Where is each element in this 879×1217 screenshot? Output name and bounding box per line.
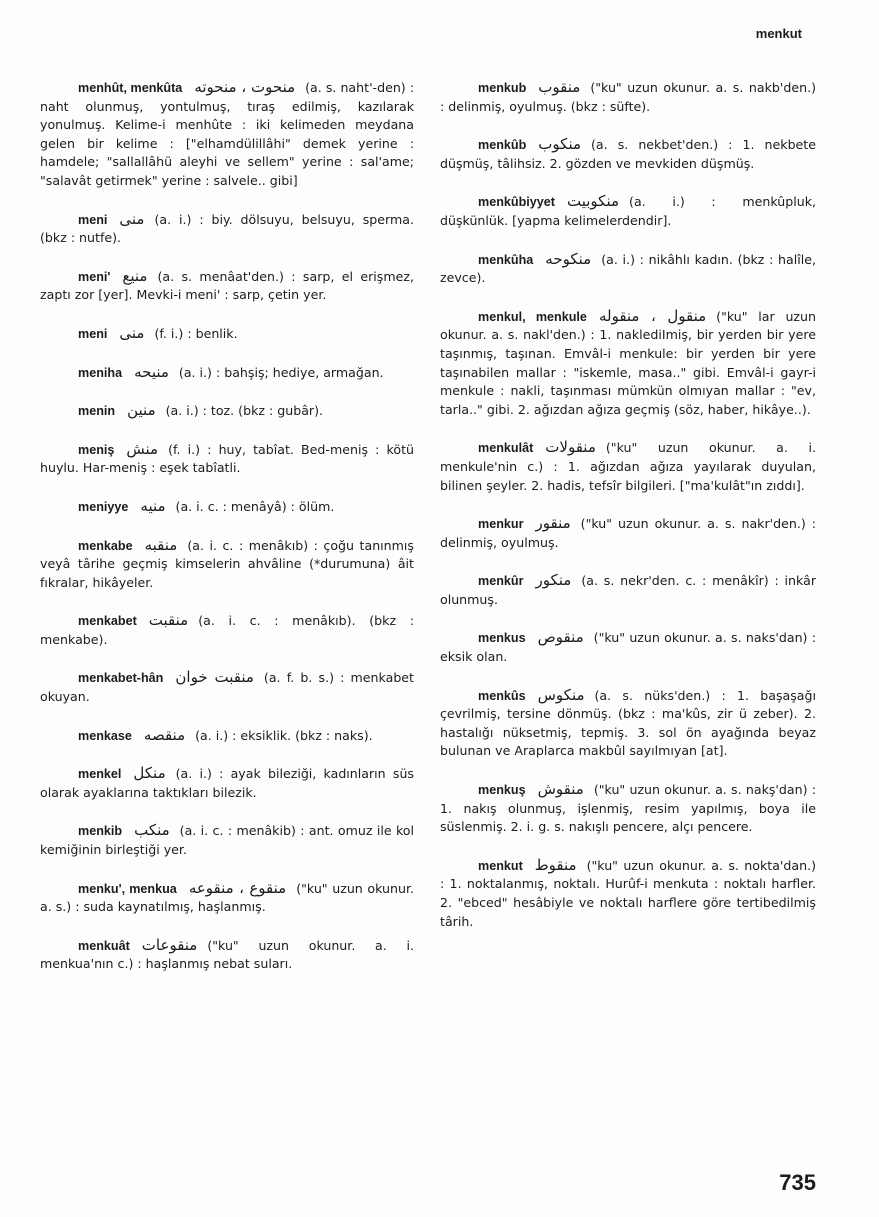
entry-arabic-script: منيع <box>122 266 148 285</box>
entry-arabic-script: منكب <box>134 821 170 840</box>
entry-definition: (a. i.) : bahşiş; hediye, armağan. <box>178 364 384 380</box>
entry-headword: menhût, menkûta <box>78 81 183 95</box>
entry-arabic-script: منكوس <box>537 685 585 704</box>
entry-definition: (a. f. b. s.) : menkabet okuyan. <box>40 670 414 705</box>
entry-headword: menkabet-hân <box>78 671 164 686</box>
entry-headword: menkabe <box>78 538 133 553</box>
entry-definition: (f. i.) : benlik. <box>154 325 238 341</box>
dictionary-entry <box>440 686 816 761</box>
running-head: menkut <box>755 26 802 41</box>
entry-headword: menkib <box>78 824 123 839</box>
dictionary-entry <box>40 726 414 746</box>
entry-definition: (a. i. c. : menâyâ) : ölüm. <box>175 498 335 514</box>
entry-headword: meniha <box>78 365 123 380</box>
entry-definition: (a. i.) : toz. (bkz : gubâr). <box>165 403 324 419</box>
entry-definition: (a. i. c. : menâkıb). (bkz : menkabe). <box>40 613 414 647</box>
entry-definition: (a. s. menâat'den.) : sarp, el erişmez, zaptı zor [yer]. Mevki-i meni' : sarp, çetin yer. <box>40 268 414 303</box>
dictionary-entry <box>440 250 816 288</box>
entry-headword: menku', menkua <box>78 881 177 896</box>
entry-definition: ("ku" uzun okunur. a. s. nakş'dan) : 1. nakış olunmuş, işlenmiş, resim yapılmış, boya ile süslenmiş. 2. i. g. s. nakışlı pencere, alçı pencere. <box>440 782 816 835</box>
entry-arabic-script: منقور <box>535 514 571 533</box>
entry-arabic-script: منقصه <box>143 725 186 744</box>
entry-headword: menkûs <box>478 688 526 703</box>
entry-definition: (a. s. nekbet'den.) : 1. nekbete düşmüş, tâlihsiz. 2. gözden ve mevkiden düşmüş. <box>440 137 816 171</box>
entry-arabic-script: منقبه <box>144 535 178 554</box>
entry-arabic-script: منقبت <box>148 611 189 630</box>
entry-headword: menkase <box>78 728 132 743</box>
entry-headword: menkabet <box>78 614 137 629</box>
entry-arabic-script: منين <box>127 401 156 420</box>
dictionary-entry <box>440 514 816 552</box>
entry-definition: (a. s. naht'-den) : naht olunmuş, yontulmuş, tıraş edilmiş, kazılarak yonulmuş. Kelime-i menhûte : iki kelimeden meydana gelen bir kelime : ["elhamdülillâhi" demek yerine : hamdele; "sallallâhü aleyhi ve sellem" yerine : sal'ame; "salavât getirmek" yerine : salvele.. gibi] <box>40 80 415 188</box>
dictionary-entry <box>40 363 414 383</box>
entry-headword: menkuât <box>78 938 130 953</box>
dictionary-entry <box>40 440 414 478</box>
entry-arabic-script: منكور <box>535 571 572 590</box>
dictionary-entry <box>440 135 816 173</box>
entry-definition: (a. i.) : nikâhlı kadın. (bkz : halîle, zevce). <box>440 251 816 286</box>
entry-arabic-script: منيحه <box>134 362 169 381</box>
entry-headword: meni <box>78 212 108 227</box>
entry-definition: (a. i.) : biy. dölsuyu, belsuyu, sperma. (bkz : nutfe). <box>40 211 414 246</box>
entry-definition: (a. i.) : ayak bileziği, kadınların süs olarak ayaklarına taktıkları bilezik. <box>40 766 414 800</box>
entry-headword: menin <box>78 404 116 419</box>
entry-definition: ("ku" lar uzun okunur. a. s. nakl'den.) : 1. naklediImiş, bir yerden bir yere taşınmış, taşınan. Emvâl-i menkule: bir yerden bir yere taşınabilen mallar : "iskemle, masa.." gibi. Emvâl-i gayr-i menkule : nakli, taşınması mümkün olmıyan mallar : "ev, tarla.." gibi. 2. ağızdan ağıza geçmiş (söz, haber, hikâye..). <box>440 308 817 417</box>
dictionary-entry <box>40 821 414 859</box>
dictionary-entry <box>440 192 816 230</box>
entry-arabic-script: منقوعات <box>141 935 198 954</box>
entry-arabic-script: منحوت ، منحوته <box>194 78 296 96</box>
entry-definition: ("ku" uzun okunur. a. i. menkule'nin c.) : 1. ağızdan ağıza yayılarak duyulan, bilinen şeyler. 2. hadis, tefsîr bilgileri. ["ma'kulât"ın zıddı]. <box>440 440 816 493</box>
entry-arabic-script: منكوب <box>538 135 582 154</box>
left-column <box>40 78 414 993</box>
entry-arabic-script: منكوحه <box>545 249 592 268</box>
dictionary-entry <box>440 780 816 837</box>
entry-arabic-script: منيه <box>140 496 166 515</box>
dictionary-entry <box>440 78 816 116</box>
dictionary-entry <box>40 879 414 917</box>
entry-arabic-script: منقولات <box>545 438 596 457</box>
entry-headword: menkub <box>478 81 527 95</box>
entry-headword: menkus <box>478 631 526 646</box>
entry-arabic-script: منقوص <box>537 628 584 647</box>
entry-definition: (a. s. nekr'den. c. : menâkîr) : inkâr olunmuş. <box>440 573 816 607</box>
entry-definition: (f. i.) : huy, tabîat. Bed-meniş : kötü huylu. Har-meniş : eşek tabîatli. <box>40 441 414 476</box>
dictionary-entry <box>440 438 816 495</box>
dictionary-entry <box>40 267 414 305</box>
entry-arabic-script: منقبت خوان <box>175 668 254 687</box>
dictionary-entry <box>440 856 816 931</box>
dictionary-entry <box>440 307 816 420</box>
entry-arabic-script: منقوع ، منقوعه <box>188 878 287 897</box>
dictionary-entry <box>40 401 414 421</box>
entry-headword: menkûb <box>478 138 527 153</box>
dictionary-entry <box>40 668 414 706</box>
entry-headword: menkûr <box>478 574 524 589</box>
entry-headword: menkûha <box>478 252 534 267</box>
dictionary-entry <box>40 611 414 649</box>
entry-headword: meniş <box>78 442 115 457</box>
dictionary-entry <box>40 497 414 517</box>
entry-definition: ("ku" uzun okunur. a. s. nakr'den.) : delinmiş, oyulmuş. <box>440 516 816 550</box>
entry-headword: menkel <box>78 767 122 782</box>
entry-arabic-script: منقول ، منقوله <box>598 306 707 325</box>
entry-arabic-script: منكوبيت <box>567 192 620 211</box>
entry-arabic-script: منكل <box>133 764 166 783</box>
entry-definition: (a. i.) : eksiklik. (bkz : naks). <box>195 727 373 743</box>
dictionary-entry <box>440 571 816 609</box>
entry-definition: ("ku" uzun okunur. a. i. menkua'nın c.) : haşlanmış nebat suları. <box>40 937 414 972</box>
dictionary-entry <box>40 78 414 191</box>
entry-headword: meni <box>78 326 108 341</box>
entry-arabic-script: منقوط <box>534 855 577 874</box>
entry-headword: menkul, menkule <box>478 309 587 324</box>
entry-headword: menkur <box>478 517 524 532</box>
entry-arabic-script: منش <box>126 439 159 458</box>
entry-definition: ("ku" uzun okunur. a. s. nokta'dan.) : 1. noktalanmış, noktalı. Hurûf-i menkuta : noktalı harfler. 2. "ebced" hesâbiyle ve noktalı harflere göre tertibedilmiş târih. <box>440 857 816 929</box>
entry-definition: ("ku" uzun okunur. a. s.) : suda kaynatılmış, haşlanmış. <box>40 880 414 915</box>
entry-arabic-script: منقوب <box>538 78 581 96</box>
entry-arabic-script: منى <box>119 209 145 228</box>
dictionary-entry <box>440 628 816 666</box>
entry-headword: menkut <box>478 858 523 873</box>
entry-headword: meniyye <box>78 499 129 514</box>
entry-definition: (a. i. c. : menâkib) : ant. omuz ile kol kemiğinin birleştiği yer. <box>40 823 414 858</box>
entry-arabic-script: منقوش <box>537 780 584 799</box>
entry-definition: (a. i.) : menkûpluk, düşkünlük. [yapma kelimelerdendir]. <box>440 194 816 228</box>
entry-definition: ("ku" uzun okunur. a. s. naks'dan) : eksik olan. <box>440 630 816 665</box>
entry-definition: (a. i. c. : menâkıb) : çoğu tanınmış veyâ târihe geçmiş kimselerin ahvâline (*durumuna) âit fıkralar, hikâyeler. <box>40 537 414 590</box>
entry-headword: menkuş <box>478 783 526 798</box>
page-number: 735 <box>779 1170 816 1195</box>
entry-arabic-script: منى <box>119 323 145 342</box>
dictionary-entry <box>40 536 414 593</box>
dictionary-entry <box>40 210 414 248</box>
entry-definition: ("ku" uzun okunur. a. s. nakb'den.) : delinmiş, oyulmuş. (bkz : süfte). <box>440 80 816 114</box>
entry-definition: (a. s. nüks'den.) : 1. başaşağı çevrilmiş, tersine dönmüş. (bkz : ma'kûs, zir ü zeber). 2. hastalığı nüksetmiş, tepmiş. 3. sol ön ayağında beyaz bulunan ve Araplarca makbûl sayılmıyan [at]. <box>440 687 816 759</box>
dictionary-entry <box>40 324 414 344</box>
dictionary-entry <box>40 764 414 802</box>
dictionary-entry <box>40 936 414 974</box>
entry-headword: menkulât <box>478 441 534 456</box>
right-column <box>440 78 816 950</box>
entry-headword: meni' <box>78 269 111 284</box>
entry-headword: menkûbiyyet <box>478 195 555 210</box>
